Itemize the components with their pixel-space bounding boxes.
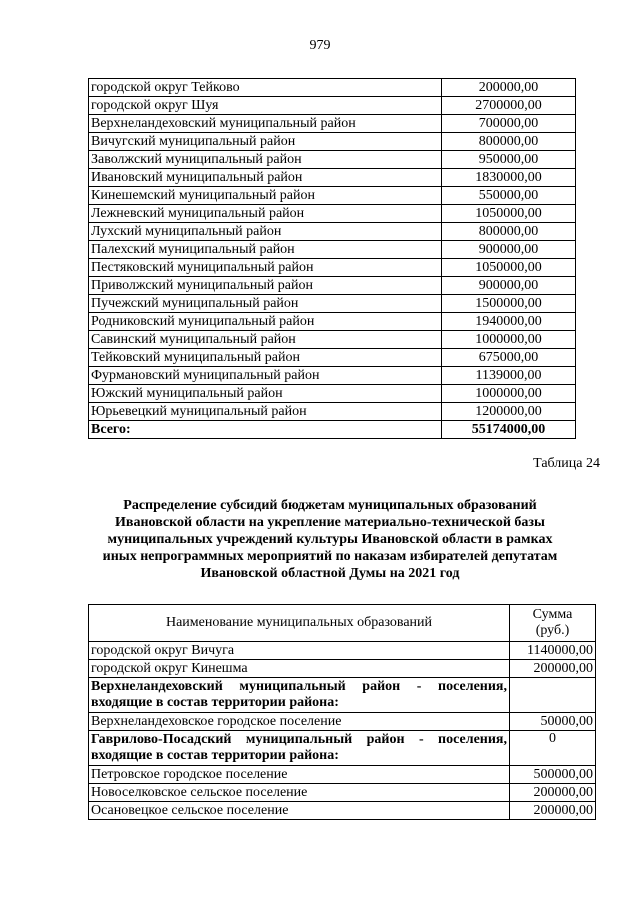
table-row [89,205,576,223]
group-row [89,678,596,713]
row-name: Верхнеландеховский муниципальный район [89,115,442,133]
table-caption: Таблица 24 [533,456,600,471]
table-row [89,133,576,151]
heading-line: Ивановской области на укрепление материально-технической базы [115,515,545,530]
table-row [89,660,596,678]
row-name: Верхнеландеховское городское поселение [89,713,510,731]
row-name: Лежневский муниципальный район [89,205,442,223]
table-row [89,295,576,313]
row-name: Пучежский муниципальный район [89,295,442,313]
row-name: городской округ Вичуга [89,642,510,660]
row-name: городской округ Шуя [89,97,442,115]
table-row [89,403,576,421]
row-value: 800000,00 [442,223,576,241]
heading-line: иных непрограммных мероприятий по наказам избирателей депутатам [102,549,558,564]
table-row [89,241,576,259]
group-row [89,731,596,766]
row-name: городской округ Кинешма [89,660,510,678]
row-value: 900000,00 [442,241,576,259]
total-value: 55174000,00 [442,421,576,439]
row-name: Савинский муниципальный район [89,331,442,349]
row-name: Вичугский муниципальный район [89,133,442,151]
total-row [89,421,576,439]
row-name: Ивановский муниципальный район [89,169,442,187]
row-value: 800000,00 [442,133,576,151]
header-value-line: Сумма [532,607,573,622]
row-value: 1140000,00 [510,642,596,660]
table-row [89,784,596,802]
row-value: 200000,00 [510,660,596,678]
row-value: 1050000,00 [442,259,576,277]
row-name: Заволжский муниципальный район [89,151,442,169]
subsidy-table-24 [88,604,596,820]
table-row [89,151,576,169]
row-value: 1000000,00 [442,331,576,349]
row-name: Юрьевецкий муниципальный район [89,403,442,421]
heading-line: Ивановской областной Думы на 2021 год [200,566,460,581]
row-name: Палехский муниципальный район [89,241,442,259]
row-value: 900000,00 [442,277,576,295]
table-row [89,313,576,331]
table-row [89,223,576,241]
row-value: 1940000,00 [442,313,576,331]
header-value [510,605,596,642]
row-value: 1500000,00 [442,295,576,313]
table-header-row [89,605,596,642]
total-label: Всего: [89,421,442,439]
header-name: Наименование муниципальных образований [89,605,510,642]
row-name: Кинешемский муниципальный район [89,187,442,205]
row-name: Петровское городское поселение [89,766,510,784]
table-row [89,259,576,277]
row-value: 50000,00 [510,713,596,731]
heading-line: муниципальных учреждений культуры Ивановской области в рамках [107,532,553,547]
row-name: Новоселковское сельское поселение [89,784,510,802]
group-name: Верхнеландеховский муниципальный район - поселения, входящие в состав территории района: [89,678,510,713]
row-value: 675000,00 [442,349,576,367]
subsidy-table-continued [88,78,576,439]
row-value: 500000,00 [510,766,596,784]
heading-line: Распределение субсидий бюджетам муниципальных образований [123,498,537,513]
table-row [89,349,576,367]
page-number: 979 [309,38,331,53]
row-name: Лухский муниципальный район [89,223,442,241]
row-name: Фурмановский муниципальный район [89,367,442,385]
table-row [89,79,576,97]
row-name: Пестяковский муниципальный район [89,259,442,277]
row-value: 1200000,00 [442,403,576,421]
row-value: 700000,00 [442,115,576,133]
row-name: Осановецкое сельское поселение [89,802,510,820]
row-name: Родниковский муниципальный район [89,313,442,331]
row-value: 1830000,00 [442,169,576,187]
table-row [89,331,576,349]
table-row [89,277,576,295]
table-row [89,187,576,205]
group-value: 0 [510,731,596,766]
row-value: 550000,00 [442,187,576,205]
row-name: Южский муниципальный район [89,385,442,403]
table-row [89,802,596,820]
header-value-line: (руб.) [535,623,570,638]
row-value: 950000,00 [442,151,576,169]
row-value: 200000,00 [442,79,576,97]
table-row [89,713,596,731]
row-value: 200000,00 [510,784,596,802]
row-value: 200000,00 [510,802,596,820]
table-row [89,642,596,660]
table-row [89,766,596,784]
group-name: Гаврилово-Посадский муниципальный район - поселения, входящие в состав территории района: [89,731,510,766]
row-value: 1050000,00 [442,205,576,223]
table-row [89,97,576,115]
table-heading [80,497,580,582]
row-value: 1000000,00 [442,385,576,403]
row-name: Приволжский муниципальный район [89,277,442,295]
row-name: городской округ Тейково [89,79,442,97]
table-row [89,169,576,187]
row-value: 2700000,00 [442,97,576,115]
table-row [89,367,576,385]
table-row [89,115,576,133]
row-value: 1139000,00 [442,367,576,385]
table-row [89,385,576,403]
row-name: Тейковский муниципальный район [89,349,442,367]
group-value [510,678,596,713]
